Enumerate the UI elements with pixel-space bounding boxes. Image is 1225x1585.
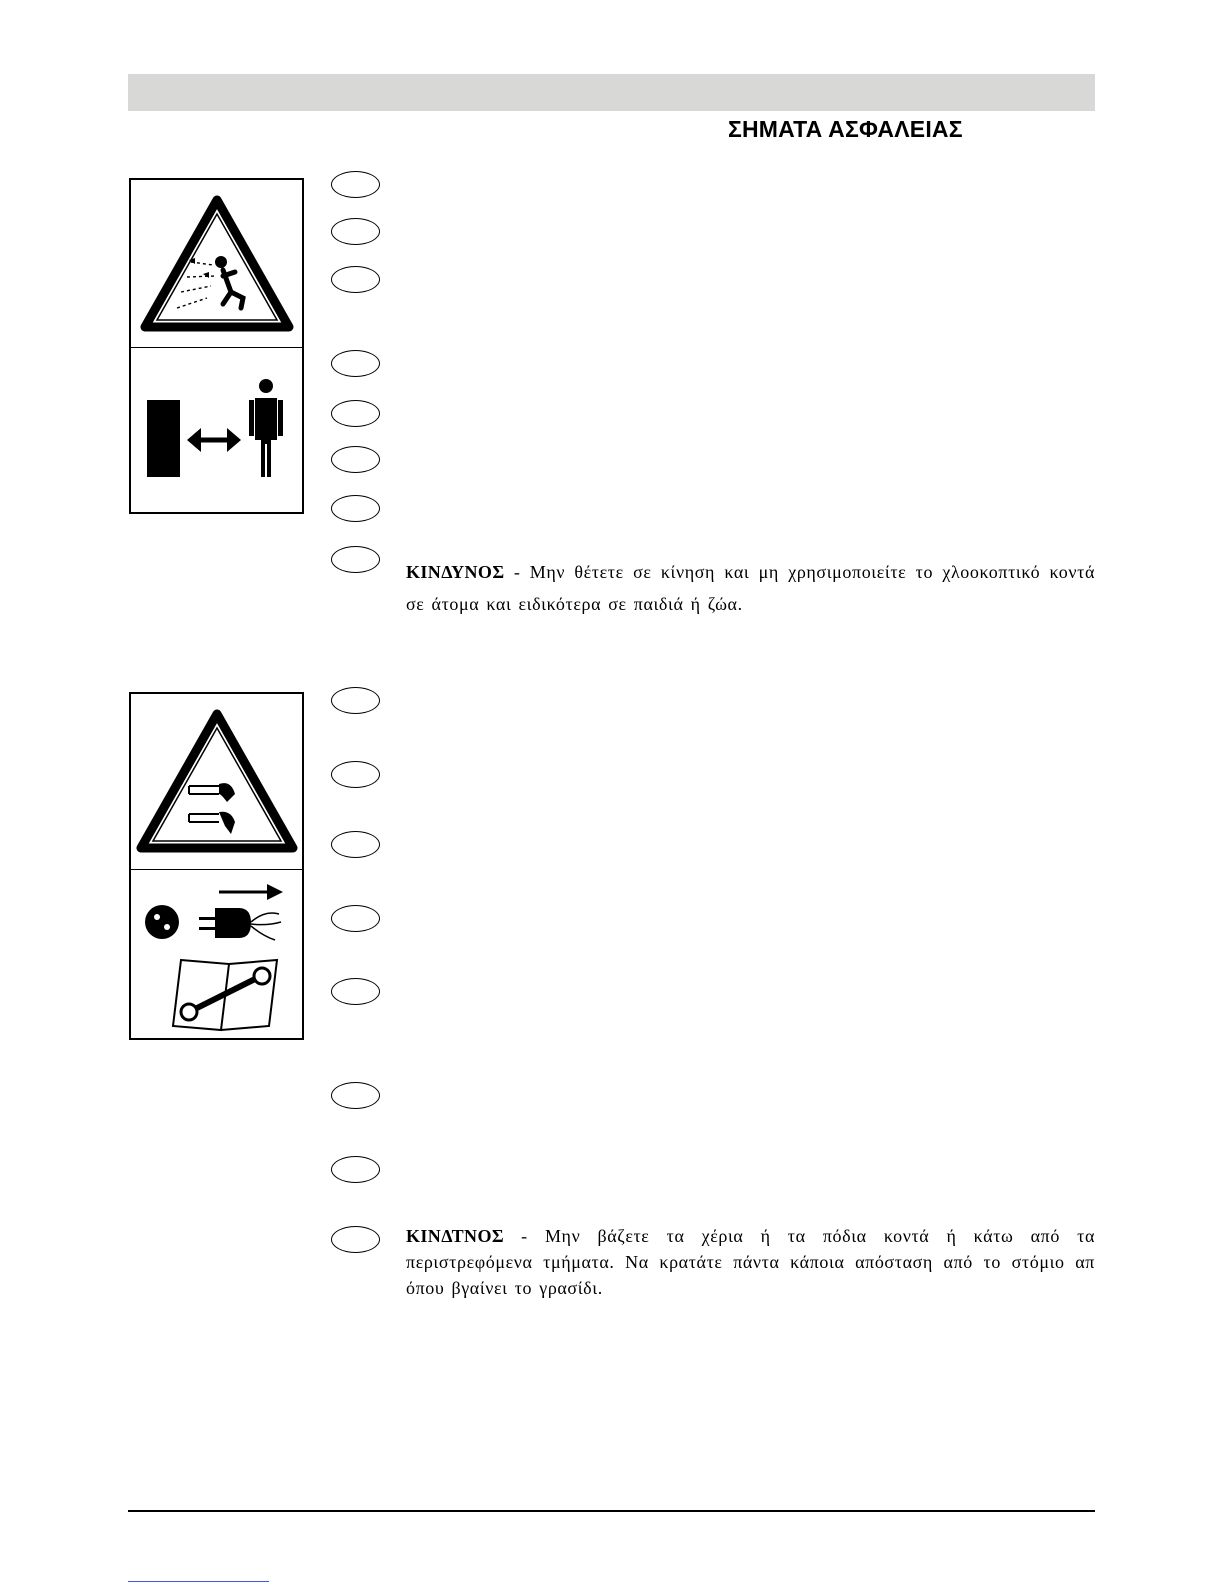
language-marker-active xyxy=(331,546,380,573)
warning-body: Μην θέτετε σε κίνηση και μη χρησιμοποιείτε το χλοοκοπτικό κοντά σε άτομα και ειδικότερα σε παιδιά ή ζώα. xyxy=(406,562,1096,614)
language-marker xyxy=(331,400,380,427)
language-marker xyxy=(331,495,380,522)
keep-distance-cell xyxy=(131,347,302,512)
language-marker xyxy=(331,687,380,714)
header-band xyxy=(128,74,1095,111)
warning-text-2: ΚΙΝΔΤΝΟΣ - Μην βάζετε τα χέρια ή τα πόδια κοντά ή κάτω από τα περιστρεφόμενα τμήματα. Να κρατάτε πάντα κάποια απόσταση από το στόμιο απ όπου βγαίνει το γρασίδι. xyxy=(406,1226,1096,1298)
warning-keyword: ΚΙΝΔΤΝΟΣ xyxy=(406,1226,505,1246)
keep-distance-icon xyxy=(131,348,302,511)
warning-text-1: ΚΙΝΔΥΝΟΣ - Μην θέτετε σε κίνηση και μη χρησιμοποιείτε το χλοοκοπτικό κοντά σε άτομα και ειδικότερα σε παιδιά ή ζώα. xyxy=(406,562,1096,614)
language-marker xyxy=(331,218,380,245)
language-marker xyxy=(331,1156,380,1183)
unplug-icon xyxy=(131,870,302,954)
footer-rule xyxy=(128,1510,1095,1512)
bottom-edge-mark xyxy=(128,1581,269,1582)
language-marker xyxy=(331,761,380,788)
maintenance-manual-icon xyxy=(131,954,302,1038)
warning-keyword: ΚΙΝΔΥΝΟΣ xyxy=(406,562,505,582)
language-marker xyxy=(331,171,380,198)
language-marker xyxy=(331,905,380,932)
language-marker xyxy=(331,266,380,293)
unplug-cell xyxy=(131,869,302,1038)
language-marker-active xyxy=(331,1226,380,1253)
language-marker xyxy=(331,1082,380,1109)
sign-panel-2 xyxy=(129,692,304,1040)
language-marker xyxy=(331,978,380,1005)
page-title: ΣΗΜΑΤΑ ΑΣΦΑΛΕΙΑΣ xyxy=(728,116,963,142)
projectile-hazard-icon xyxy=(131,180,302,345)
sign-panel-1 xyxy=(129,178,304,514)
language-marker xyxy=(331,446,380,473)
cutting-blade-hazard-cell xyxy=(131,694,302,869)
projectile-hazard-cell xyxy=(131,180,302,347)
language-marker xyxy=(331,350,380,377)
language-marker xyxy=(331,831,380,858)
cutting-blade-hazard-icon xyxy=(131,694,302,867)
warning-body: Μην βάζετε τα χέρια ή τα πόδια κοντά ή κάτω από τα περιστρεφόμενα τμήματα. Να κρατάτε πάντα κάποια απόσταση από το στόμιο απ όπου βγαίνει το γρασίδι. xyxy=(406,1226,1096,1298)
